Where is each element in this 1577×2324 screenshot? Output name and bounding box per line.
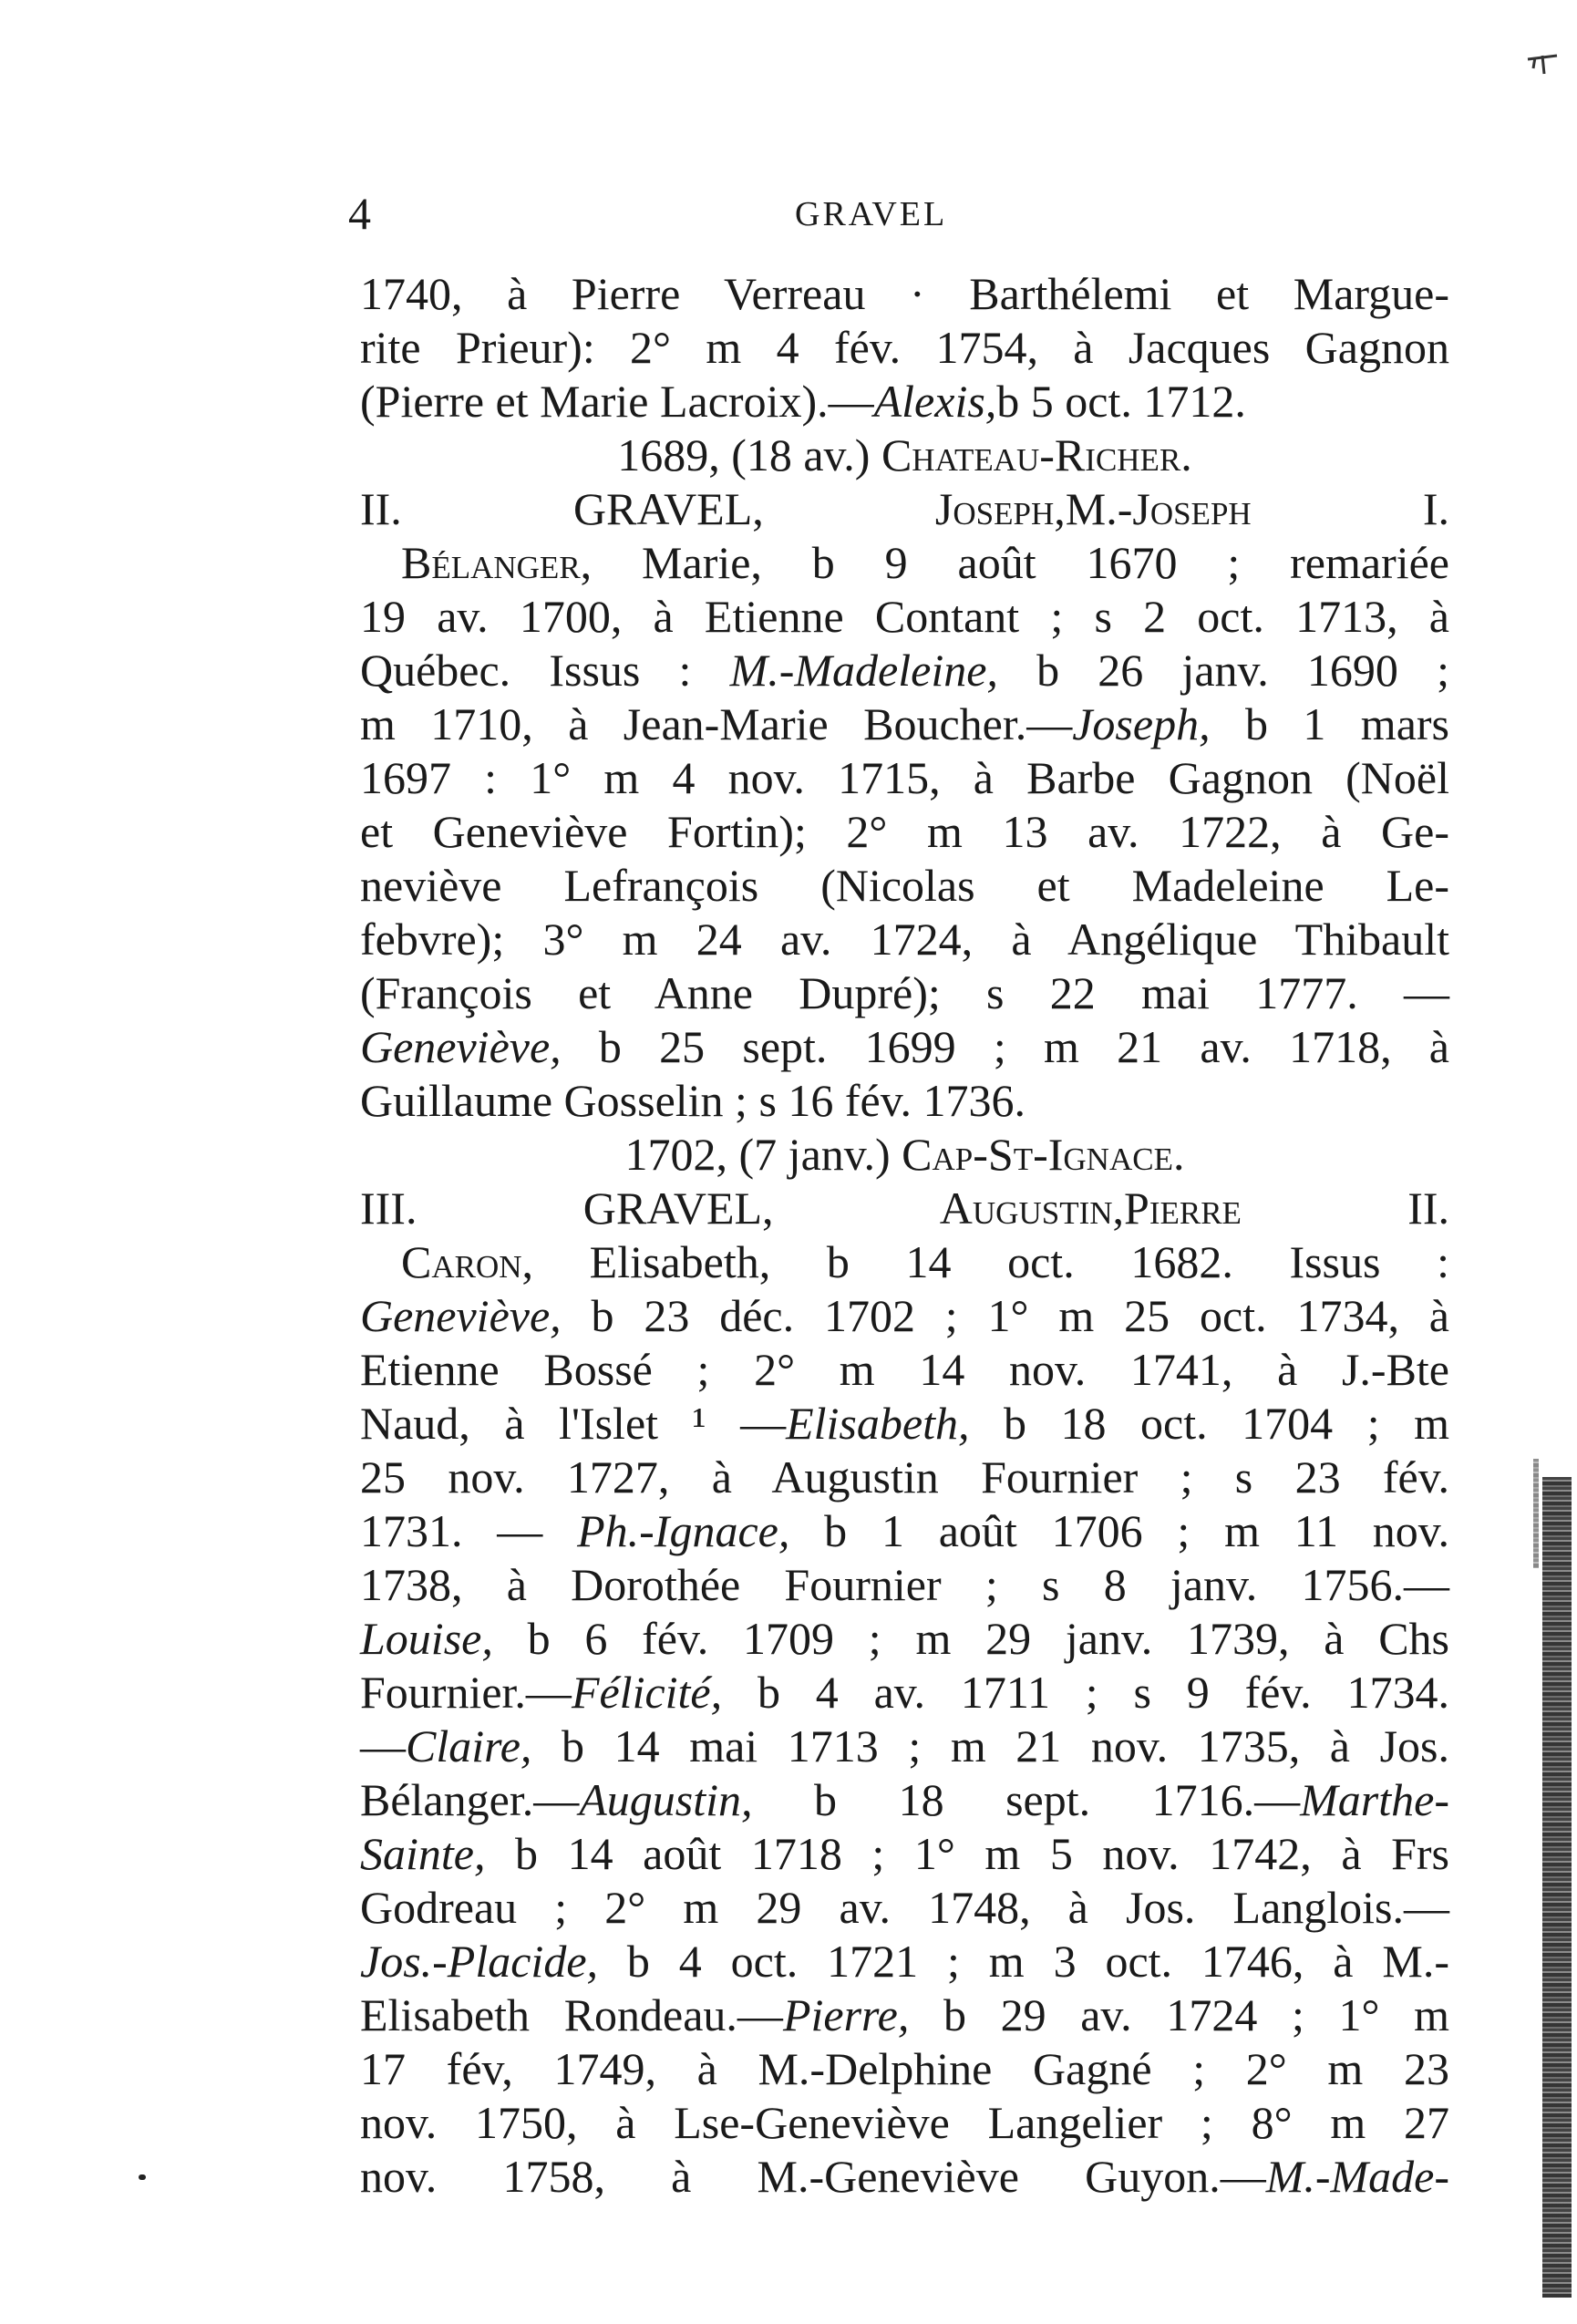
marriage-heading: 1689, (18 av.) Chateau-Richer. xyxy=(617,429,1192,480)
text-line: (François et Anne Dupré); s 22 mai 1777. — xyxy=(360,967,1449,1018)
text-line: febvre); 3° m 24 av. 1724, à Angélique Thibault xyxy=(360,914,1449,965)
body-text xyxy=(360,267,1449,2204)
text-line: Jos.-Placide, b 4 oct. 1721 ; m 3 oct. 1746, à M.- xyxy=(360,1936,1449,1987)
text-line: Fournier.—Félicité, b 4 av. 1711 ; s 9 fév. 1734. xyxy=(360,1667,1449,1718)
page-number: 4 xyxy=(348,188,371,239)
text-line: Louise, b 6 fév. 1709 ; m 29 janv. 1739, à Chs xyxy=(360,1613,1449,1664)
generation-heading: II. GRAVEL, Joseph,M.-Joseph I. xyxy=(360,483,1449,534)
text-line: Québec. Issus : M.-Madeleine, b 26 janv. 1690 ; xyxy=(360,645,1449,696)
scan-edge-artifact xyxy=(1542,1477,1572,2298)
text-line: 25 nov. 1727, à Augustin Fournier ; s 23 fév. xyxy=(360,1451,1449,1503)
text-line: nov. 1758, à M.-Geneviève Guyon.—M.-Made- xyxy=(360,2151,1449,2202)
text-line: Godreau ; 2° m 29 av. 1748, à Jos. Langlois.— xyxy=(360,1882,1449,1933)
text-line: Geneviève, b 23 déc. 1702 ; 1° m 25 oct. 1734, à xyxy=(360,1290,1449,1341)
generation-heading: III. GRAVEL, Augustin,Pierre II. xyxy=(360,1183,1449,1234)
text-line: Bélanger, Marie, b 9 août 1670 ; remariée xyxy=(401,537,1449,588)
text-line: neviève Lefrançois (Nicolas et Madeleine Le- xyxy=(360,860,1449,911)
text-line: 1697 : 1° m 4 nov. 1715, à Barbe Gagnon (Noël xyxy=(360,752,1449,803)
text-line: rite Prieur): 2° m 4 fév. 1754, à Jacques Gagnon xyxy=(360,322,1449,373)
marriage-heading: 1702, (7 janv.) Cap-St-Ignace. xyxy=(624,1129,1185,1180)
text-line: m 1710, à Jean-Marie Boucher.—Joseph, b 1 mars xyxy=(360,698,1449,749)
text-line: 17 fév, 1749, à M.-Delphine Gagné ; 2° m 23 xyxy=(360,2043,1449,2094)
text-line: 1731. — Ph.-Ignace, b 1 août 1706 ; m 11 nov. xyxy=(360,1505,1450,1556)
scan-corner-mark-icon xyxy=(1524,50,1561,77)
scan-edge-artifact xyxy=(1533,1459,1539,1568)
text-line: et Geneviève Fortin); 2° m 13 av. 1722, à Ge- xyxy=(360,806,1449,857)
page-header xyxy=(348,187,1460,242)
text-line: Caron, Elisabeth, b 14 oct. 1682. Issus : xyxy=(401,1236,1449,1287)
scan-speck xyxy=(139,2174,146,2180)
text-line: Sainte, b 14 août 1718 ; 1° m 5 nov. 1742, à Frs xyxy=(360,1828,1449,1879)
text-line: Elisabeth Rondeau.—Pierre, b 29 av. 1724 ; 1° m xyxy=(360,1989,1449,2040)
text-line: (Pierre et Marie Lacroix).—Alexis,b 5 oct. 1712. xyxy=(360,376,1246,427)
text-line: Etienne Bossé ; 2° m 14 nov. 1741, à J.-Bte xyxy=(360,1344,1449,1395)
text-line: 19 av. 1700, à Etienne Contant ; s 2 oct. 1713, à xyxy=(360,591,1449,642)
text-line: 1740, à Pierre Verreau · Barthélemi et Margue- xyxy=(360,268,1449,319)
text-line: Guillaume Gosselin ; s 16 fév. 1736. xyxy=(360,1075,1026,1126)
text-line: nov. 1750, à Lse-Geneviève Langelier ; 8° m 27 xyxy=(360,2097,1449,2148)
text-line: Geneviève, b 25 sept. 1699 ; m 21 av. 1718, à xyxy=(360,1021,1449,1072)
running-title: GRAVEL xyxy=(795,195,948,233)
text-line: Bélanger.—Augustin, b 18 sept. 1716.—Marthe- xyxy=(360,1774,1449,1825)
text-line: —Claire, b 14 mai 1713 ; m 21 nov. 1735, à Jos. xyxy=(360,1720,1449,1771)
text-line: 1738, à Dorothée Fournier ; s 8 janv. 1756.— xyxy=(360,1559,1449,1610)
text-line: Naud, à l'Islet ¹ —Elisabeth, b 18 oct. 1704 ; m xyxy=(360,1398,1450,1449)
